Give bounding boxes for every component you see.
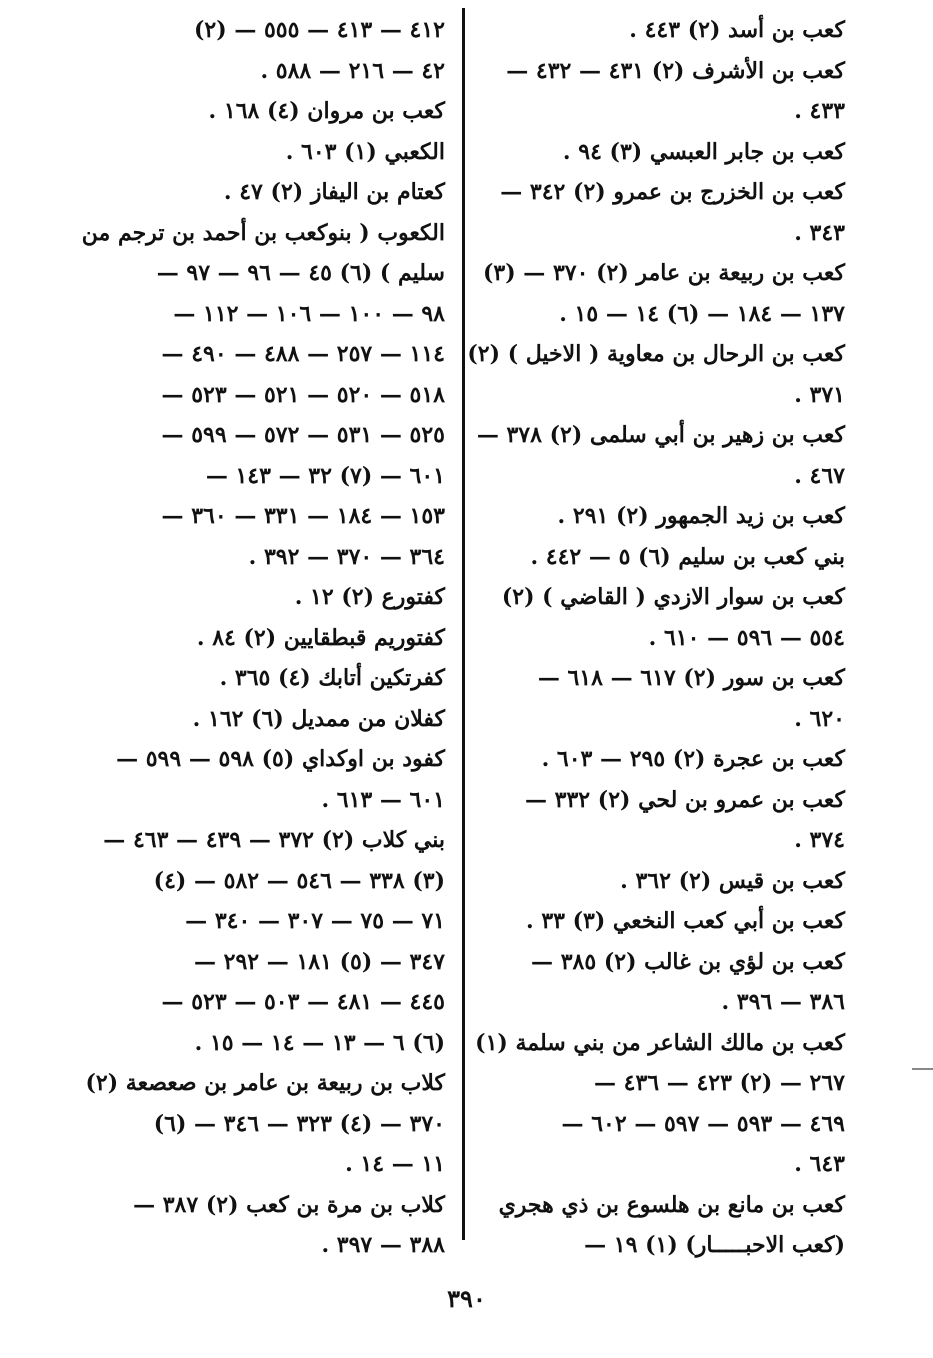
margin-mark — [912, 1068, 933, 1070]
left-column-line: ٣٧٠ — (٤) ٣٢٣ — ٣٤٦ — (٦) — [153, 1110, 445, 1137]
left-column-line: ٤١٢ — ٤١٣ — ٥٥٥ — (٢) — [194, 17, 445, 43]
left-column-line: سليم ) (٦) ٤٥ — ٩٦ — ٩٧ — — [156, 260, 445, 286]
right-column-line: (كعب الاحبـــــار) (١) ١٩ — — [584, 1232, 845, 1258]
right-column-line: كعب بن جابر العبسي (٣) ٩٤ . — [562, 138, 845, 165]
left-column-line: (٦) ٦ — ١٣ — ١٤ — ١٥ . — [194, 1029, 445, 1056]
right-column-line: كعب بن الرحال بن معاوية ( الاخيل ) (٢) — [467, 341, 845, 367]
left-index-column — [81, 10, 445, 1266]
right-column-line: ٣٨٦ — ٣٩٦ . — [721, 989, 845, 1015]
left-column-line: كعتام بن اليفاز (٢) ٤٧ . — [223, 179, 445, 205]
left-column-line: ١٥٣ — ١٨٤ — ٣٣١ — ٣٦٠ — — [161, 503, 445, 529]
left-column-line: ٥٢٥ — ٥٣١ — ٥٧٢ — ٥٩٩ — — [161, 422, 445, 448]
right-column-line: ٢٦٧ — (٢) ٤٢٣ — ٤٣٦ — — [594, 1070, 845, 1096]
left-column-line: الكعوب ( بنوكعب بن أحمد بن ترجم من — [81, 219, 445, 246]
right-column-line: ٥٥٤ — ٥٩٦ — ٦١٠ . — [648, 624, 845, 651]
left-column-line: ٦٠١ — ٦١٣ . — [321, 786, 445, 813]
left-column-line: ٣٤٧ — (٥) ١٨١ — ٢٩٢ — — [194, 948, 445, 975]
left-column-line: ٦٠١ — (٧) ٣٢ — ١٤٣ — — [205, 462, 445, 489]
right-column-line: كعب بن مالك الشاعر من بني سلمة (١) — [475, 1029, 845, 1056]
left-column-line: كلاب بن مرة بن كعب (٢) ٣٨٧ — — [133, 1191, 445, 1218]
left-column-line: كفود بن اوكداي (٥) ٥٩٨ — ٥٩٩ — — [116, 746, 445, 772]
right-column-line: كعب بن مانع بن هلسوع بن ذي هجري — [498, 1191, 845, 1218]
left-column-line: ٣٦٤ — ٣٧٠ — ٣٩٢ . — [248, 543, 445, 570]
page-number: ٣٩٠ — [447, 1284, 486, 1313]
right-column-line: كعب بن الخزرج بن عمرو (٢) ٣٤٢ — — [500, 179, 845, 205]
left-column-line: كفلان من ممديل (٦) ١٦٢ . — [192, 705, 445, 732]
left-column-line: (٣) ٣٣٨ — ٥٤٦ — ٥٨٢ — (٤) — [153, 867, 445, 894]
left-column-line: ١١ — ١٤ . — [345, 1151, 445, 1177]
right-column-line: كعب بن عمرو بن لحي (٢) ٣٣٢ — — [524, 786, 845, 813]
right-column-line: كعب بن سور (٢) ٦١٧ — ٦١٨ — — [537, 665, 845, 691]
right-column-line: كعب بن سوار الازدي ( القاضي ) (٢) — [501, 584, 845, 610]
right-column-line: كعب بن زهير بن أبي سلمى (٢) ٣٧٨ — — [476, 422, 845, 448]
right-column-line: ١٣٧ — ١٨٤ — (٦) ١٤ — ١٥ . — [559, 300, 845, 327]
right-column-line: كعب بن قيس (٢) ٣٦٢ . — [620, 867, 845, 894]
left-column-line: ٥١٨ — ٥٢٠ — ٥٢١ — ٥٢٣ — — [161, 381, 445, 408]
right-column-line: كعب بن زيد الجمهور (٢) ٢٩١ . — [557, 503, 845, 529]
right-column-line: ٦٢٠ . — [794, 705, 845, 732]
column-divider — [462, 8, 465, 1240]
right-column-line: ٣٤٣ . — [794, 219, 845, 246]
left-column-line: كفتوريم قبطقايين (٢) ٨٤ . — [196, 624, 445, 651]
left-column-line: ٤٢ — ٢١٦ — ٥٨٨ . — [260, 57, 445, 84]
right-column-line: بني كعب بن سليم (٦) ٥ — ٤٤٢ . — [530, 543, 845, 570]
left-column-line: ٩٨ — ١٠٠ — ١٠٦ — ١١٢ — — [173, 300, 445, 327]
left-column-line: الكعبي (١) ٦٠٣ . — [285, 138, 445, 165]
left-column-line: ١١٤ — ٢٥٧ — ٤٨٨ — ٤٩٠ — — [161, 341, 445, 367]
right-column-line: ٤٣٣ . — [794, 98, 845, 124]
left-column-line: كفتورع (٢) ١٢ . — [294, 584, 445, 610]
right-column-line: كعب بن أسد (٢) ٤٤٣ . — [629, 17, 845, 43]
right-column-line: ٣٧١ . — [794, 381, 845, 408]
right-index-column — [467, 10, 845, 1266]
right-column-line: ٤٦٧ . — [794, 462, 845, 489]
left-column-line: كلاب بن ربيعة بن عامر بن صعصعة (٢) — [85, 1070, 445, 1096]
left-column-line: ٧١ — ٧٥ — ٣٠٧ — ٣٤٠ — — [185, 908, 445, 934]
right-column-line: ٦٤٣ . — [794, 1151, 845, 1177]
right-column-line: كعب بن الأشرف (٢) ٤٣١ — ٤٣٢ — — [506, 57, 845, 84]
left-column-line: ٤٤٥ — ٤٨١ — ٥٠٣ — ٥٢٣ — — [161, 989, 445, 1015]
left-column-line: كعب بن مروان (٤) ١٦٨ . — [208, 98, 445, 124]
right-column-line: كعب بن عجرة (٢) ٢٩٥ — ٦٠٣ . — [541, 746, 845, 772]
left-column-line: ٣٨٨ — ٣٩٧ . — [321, 1232, 445, 1258]
left-column-line: كفرتكين أتابك (٤) ٣٦٥ . — [219, 665, 445, 691]
right-column-line: كعب بن ربيعة بن عامر (٢) ٣٧٠ — (٣) — [482, 260, 845, 286]
right-column-line: ٣٧٤ . — [794, 827, 845, 853]
right-column-line: ٤٦٩ — ٥٩٣ — ٥٩٧ — ٦٠٢ — — [561, 1110, 845, 1137]
right-column-line: كعب بن لؤي بن غالب (٢) ٣٨٥ — — [531, 948, 845, 975]
right-column-line: كعب بن أبي كعب النخعي (٣) ٣٣ . — [525, 908, 845, 934]
left-column-line: بني كلاب (٢) ٣٧٢ — ٤٣٩ — ٤٦٣ — — [103, 827, 445, 853]
